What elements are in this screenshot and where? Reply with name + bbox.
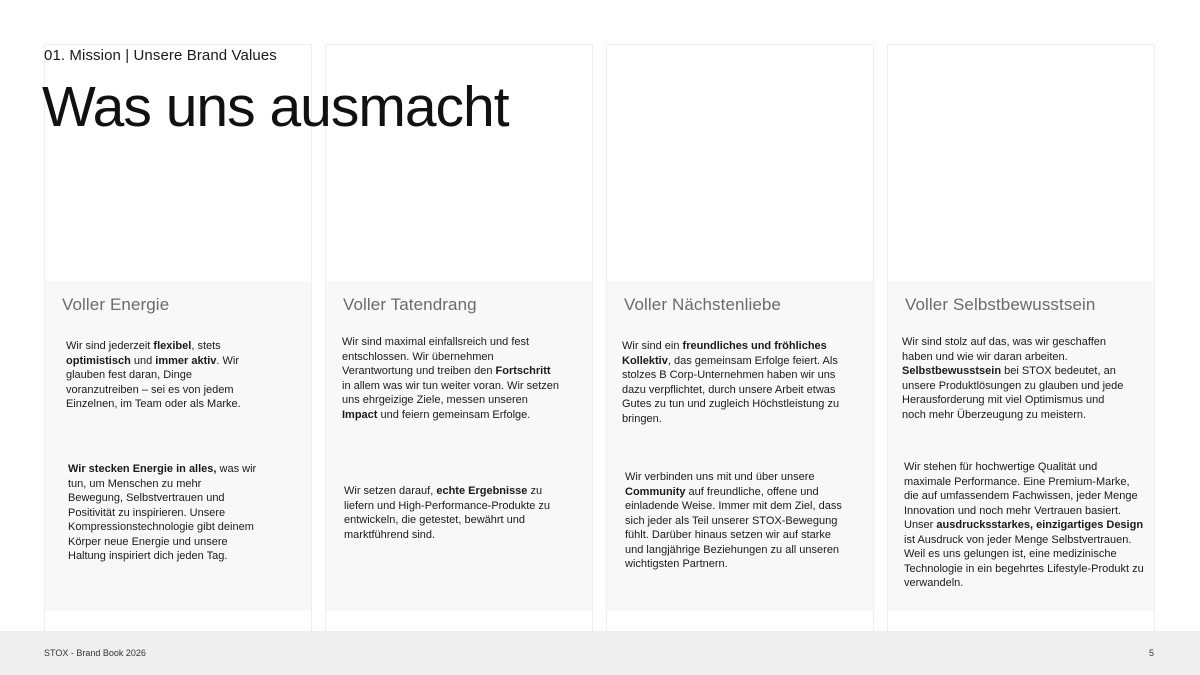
emphasis-text: Selbstbewusstsein (902, 365, 1002, 377)
body-text: in allem was wir tun weiter voran. Wir setzen uns ehrgeizige Ziele, messen unseren (342, 379, 560, 406)
body-text: zu liefern und High-Performance-Produkte zu entwickeln, die getestet, bewährt und marktführend sind. (344, 485, 551, 541)
page-number: 5 (1148, 648, 1154, 658)
section-subtitle: 01. Mission | Unsere Brand Values (44, 47, 277, 64)
card-text-panel (326, 281, 592, 611)
card-paragraph-1 (66, 339, 256, 412)
body-text: und feiern gemeinsam Erfolge. (377, 408, 531, 421)
emphasis-text: Community (625, 485, 686, 498)
emphasis-text: flexibel (153, 340, 192, 352)
body-text: Wir sind maximal einfallsreich und fest entschlossen. Wir übernehmen Verantwortung und treiben den (342, 336, 530, 377)
emphasis-text: immer aktiv (155, 354, 217, 367)
body-text: und (130, 354, 156, 367)
body-text: Wir sind ein (622, 340, 683, 352)
emphasis-text: ausdrucksstarkes, einzigartiges Design (936, 519, 1144, 531)
body-text: Wir setzen darauf, (344, 485, 437, 497)
card-paragraph-1 (622, 339, 852, 426)
card-paragraph-2 (904, 460, 1144, 591)
value-card-naechstenliebe (606, 44, 874, 644)
card-paragraph-1 (902, 335, 1130, 422)
body-text: , das gemeinsam Erfolge feiert. Als stolzes B Corp-Unternehmen haben wir uns dazu verpflichtet, durch unsere Arbeit etwas Gutes zu tun und zugleich Höchstleistung zu bringen. (622, 354, 840, 425)
footer-bar (0, 631, 1200, 675)
card-title: Voller Energie (62, 295, 170, 314)
body-text: Wir sind jederzeit (66, 340, 154, 352)
emphasis-text: Fortschritt (495, 365, 551, 377)
page-title: Was uns ausmacht (42, 75, 509, 139)
card-paragraph-2 (68, 462, 258, 564)
emphasis-text: Impact (342, 408, 378, 421)
card-paragraph-2 (344, 484, 554, 542)
card-paragraph-2 (625, 470, 850, 572)
card-paragraph-1 (342, 335, 562, 422)
emphasis-text: echte Ergebnisse (436, 485, 528, 497)
body-text: , stets (191, 340, 221, 352)
body-text: Wir verbinden uns mit und über unsere (625, 471, 815, 483)
card-title: Voller Selbstbewusstsein (905, 295, 1096, 314)
body-text: auf freundliche, offene und einladende Weise. Immer mit dem Ziel, dass sich jeder als Teil unserer STOX-Bewegung fühlt. Darüber hinaus setzen wir auf starke und langjährige Beziehungen zu all unseren wichtigsten Partnern. (625, 485, 842, 570)
value-card-selbstbewusstsein (887, 44, 1155, 644)
emphasis-text: optimistisch (66, 354, 131, 367)
body-text: was wir tun, um Menschen zu mehr Bewegung, Selbstvertrauen und Positivität zu inspirieren. Unsere Kompressionstechnologie gibt deinem Körper neue Energie und unsere Haltung inspiriert dich jeden Tag. (68, 463, 257, 562)
body-text: Wir stehen für hochwertige Qualität und maximale Performance. Eine Premium-Marke, die auf umfassendem Fachwissen, jeder Menge Innovation und noch mehr Vertrauen basiert. Unser (904, 461, 1138, 531)
body-text: Wir sind stolz auf das, was wir geschaffen haben und wie wir daran arbeiten. (902, 336, 1106, 363)
footer-document-label: STOX - Brand Book 2026 (44, 648, 146, 658)
body-text: ist Ausdruck von jeder Menge Selbstvertrauen. Weil es uns gelungen ist, eine medizinische Technologie in ein begehrtes Lifestyle-Produkt zu verwandeln. (904, 533, 1144, 589)
card-title: Voller Tatendrang (343, 295, 477, 314)
body-text: . Wir glauben fest daran, Dinge voranzutreiben – sei es von jedem Einzelnen, im Team oder als Marke. (66, 354, 241, 410)
body-text: bei STOX bedeutet, an unsere Produktlösungen zu glauben und jede Herausforderung mit viel Optimismus und noch mehr Überzeugung zu meistern. (902, 365, 1124, 421)
card-title: Voller Nächstenliebe (624, 295, 781, 314)
emphasis-text: Wir stecken Energie in alles, (68, 463, 217, 475)
emphasis-text: freundliches und fröhliches Kollektiv (622, 340, 827, 367)
